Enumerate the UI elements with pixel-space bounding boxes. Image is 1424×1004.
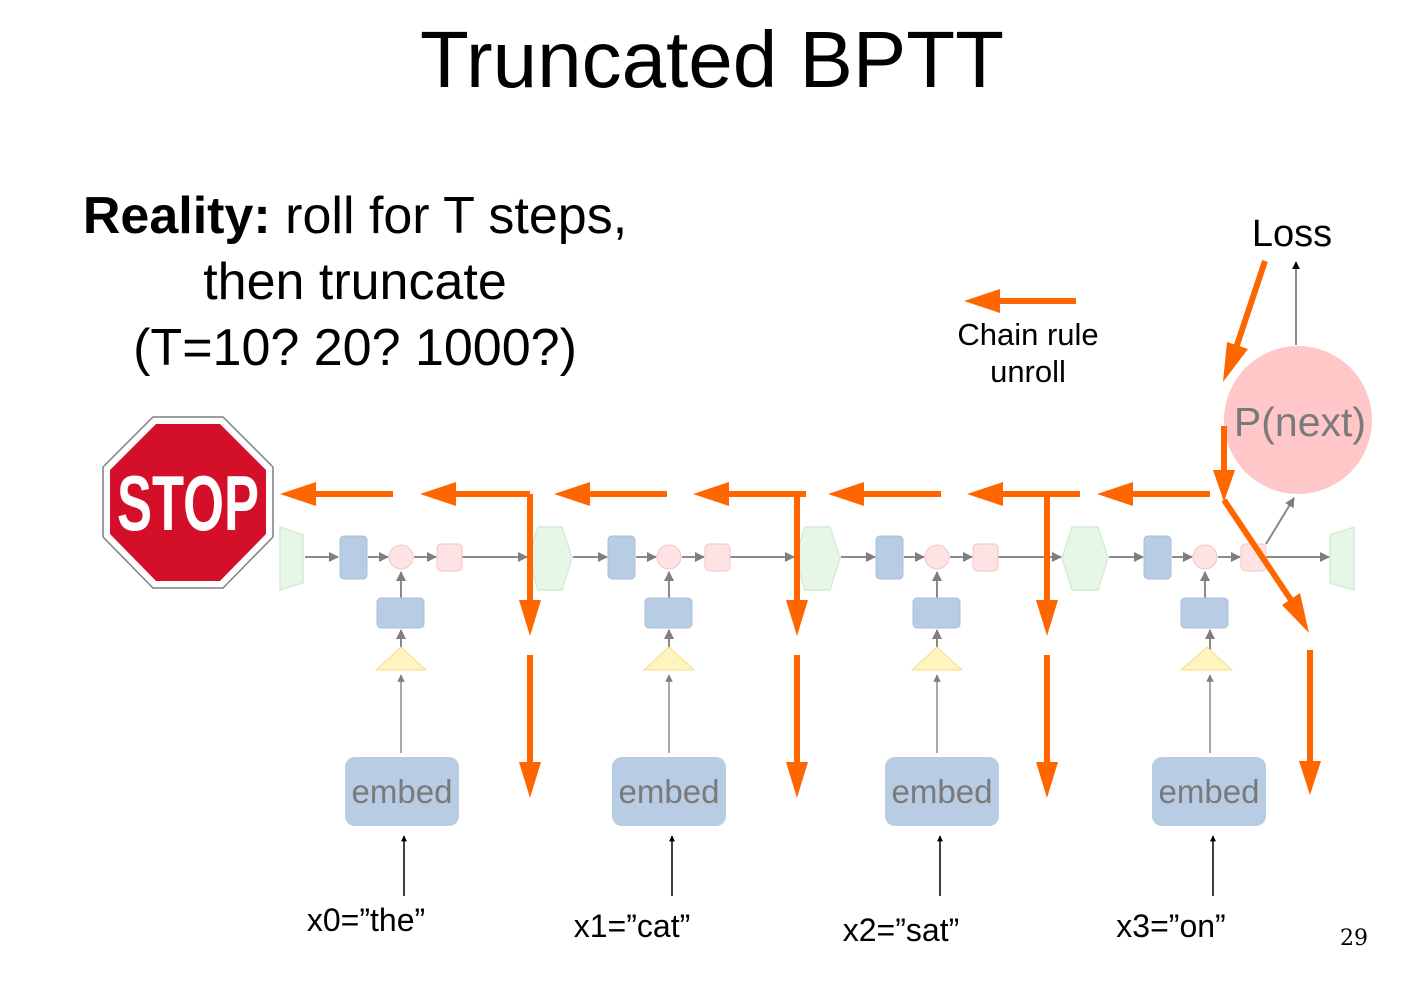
loss-label: Loss bbox=[1251, 213, 1333, 255]
gradient-arrowhead bbox=[1036, 762, 1058, 798]
gradient-arrowhead bbox=[1299, 761, 1321, 795]
input-gate-box bbox=[340, 536, 367, 579]
legend-line-2: unroll bbox=[990, 354, 1066, 389]
gradient-arrowhead bbox=[1036, 600, 1058, 636]
gradient-arrowhead bbox=[420, 482, 456, 506]
input-gate-box bbox=[1144, 536, 1171, 579]
activation-triangle bbox=[376, 647, 426, 670]
input-gate-box bbox=[876, 536, 903, 579]
gradient-arrowhead bbox=[280, 482, 316, 506]
timestep-cell-1 bbox=[608, 536, 730, 896]
output-node bbox=[705, 544, 730, 571]
timestep-cell-2 bbox=[876, 536, 998, 896]
pnext-label: P(next) bbox=[1233, 399, 1367, 445]
chain-rule-legend bbox=[940, 316, 1116, 390]
activation-triangle bbox=[912, 647, 962, 670]
legend-line-1: Chain rule bbox=[957, 317, 1099, 352]
input-label-1: x1=”cat” bbox=[573, 908, 691, 944]
output-node bbox=[437, 544, 462, 571]
embed-box-3: embed bbox=[1152, 757, 1266, 826]
embed-box-0: embed bbox=[345, 757, 459, 826]
merge-node bbox=[657, 545, 681, 569]
gradient-arrowhead bbox=[967, 482, 1003, 506]
input-label-3: x3=”on” bbox=[1116, 908, 1226, 944]
timestep-cell-0 bbox=[340, 536, 462, 896]
reality-text bbox=[30, 183, 680, 381]
gradient-arrow-shaft bbox=[1224, 500, 1291, 600]
input-gate-box bbox=[608, 536, 635, 579]
gradient-arrow-shaft bbox=[1236, 261, 1265, 348]
gradient-arrowhead bbox=[554, 482, 590, 506]
hidden-state-hexagon bbox=[1062, 527, 1108, 590]
hidden-state-hexagon bbox=[528, 527, 572, 590]
projection-box bbox=[377, 598, 424, 628]
gradient-arrowhead bbox=[1282, 593, 1309, 633]
merge-node bbox=[925, 545, 949, 569]
timestep-cell-3 bbox=[1144, 536, 1266, 896]
reality-line-3: (T=10? 20? 1000?) bbox=[133, 319, 577, 377]
projection-box bbox=[913, 598, 960, 628]
embed-box-1: embed bbox=[612, 757, 726, 826]
input-label-0: x0=”the” bbox=[306, 902, 426, 938]
embed-box-2: embed bbox=[885, 757, 999, 826]
hidden-state-hexagon bbox=[1330, 527, 1354, 590]
merge-node bbox=[389, 545, 413, 569]
hidden-state-hexagon bbox=[795, 527, 840, 590]
gradient-arrowhead bbox=[519, 600, 541, 636]
projection-box bbox=[645, 598, 692, 628]
gradient-arrowhead bbox=[1097, 482, 1133, 506]
input-label-2: x2=”sat” bbox=[842, 912, 960, 948]
merge-node bbox=[1193, 545, 1217, 569]
gradient-arrowhead bbox=[786, 600, 808, 636]
gradient-arrowhead bbox=[1213, 470, 1235, 502]
output-node bbox=[973, 544, 998, 571]
activation-triangle bbox=[644, 647, 694, 670]
hidden-state-hexagon bbox=[280, 527, 303, 590]
gradient-arrowhead bbox=[828, 482, 864, 506]
reality-line-1-rest: roll for T steps, bbox=[270, 187, 628, 245]
legend-arrowhead bbox=[964, 289, 1000, 313]
stop-text: STOP bbox=[117, 459, 259, 547]
gradient-arrowhead bbox=[693, 482, 729, 506]
reality-line-2: then truncate bbox=[203, 253, 507, 311]
slide-title: Truncated BPTT bbox=[420, 15, 1004, 104]
gradient-arrowhead bbox=[519, 762, 541, 798]
reality-bold: Reality: bbox=[82, 187, 271, 245]
activation-triangle bbox=[1181, 647, 1232, 670]
projection-box bbox=[1181, 598, 1228, 628]
reality-line-1 bbox=[30, 183, 680, 249]
gradient-arrowhead bbox=[786, 762, 808, 798]
page-number: 29 bbox=[1340, 926, 1368, 951]
